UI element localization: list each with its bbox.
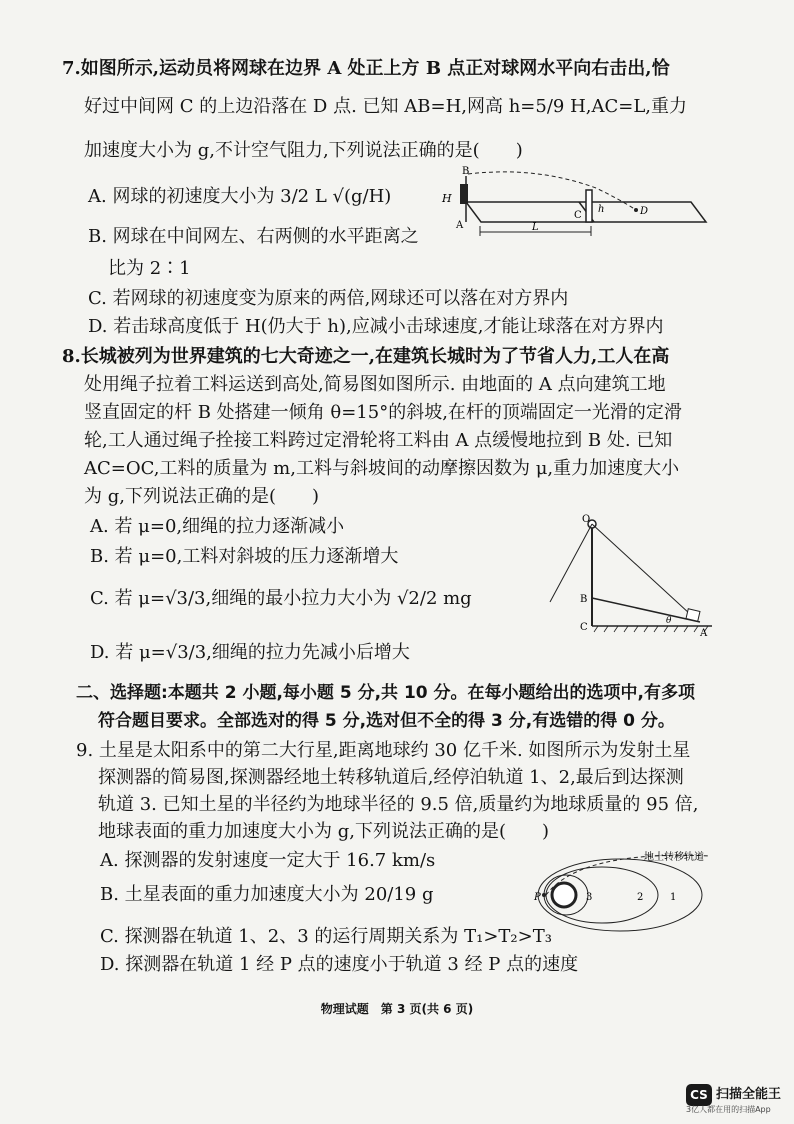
- q8-line-6: 为 g,下列说法正确的是( ): [84, 486, 320, 507]
- q7-option-d: D. 若击球高度低于 H(仍大于 h),应减小击球速度,才能让球落在对方界内: [88, 316, 664, 337]
- q8-fig-label-c: C: [580, 622, 588, 633]
- q9-line-1: 9. 土星是太阳系中的第二大行星,距离地球约 30 亿千米. 如图所示为发射土星: [76, 740, 691, 761]
- q8-slope-figure: [540, 510, 730, 640]
- q8-option-d: D. 若 μ=√3/3,细绳的拉力先减小后增大: [90, 642, 410, 663]
- q9-line-3: 轨道 3. 已知土星的半径约为地球半径的 9.5 倍,质量约为地球质量的 95 倍,: [98, 794, 699, 815]
- q8-line-5: AC=OC,工料的质量为 m,工料与斜坡间的动摩擦因数为 μ,重力加速度大小: [84, 458, 680, 479]
- q8-fig-label-a: A: [700, 628, 708, 639]
- scanner-badge: [686, 1082, 786, 1114]
- q8-option-b: B. 若 μ=0,工料对斜坡的压力逐渐增大: [90, 546, 399, 567]
- q8-line-1: 8.长城被列为世界建筑的七大奇迹之一,在建筑长城时为了节省人力,工人在高: [62, 346, 670, 367]
- q9-fig-label-1: 1: [670, 892, 677, 903]
- q9-option-c: C. 探测器在轨道 1、2、3 的运行周期关系为 T₁>T₂>T₃: [100, 926, 552, 947]
- q8-line-4: 轮,工人通过绳子拴接工料跨过定滑轮将工料由 A 点缓慢地拉到 B 处. 已知: [84, 430, 673, 451]
- q7-option-c: C. 若网球的初速度变为原来的两倍,网球还可以落在对方界内: [88, 288, 569, 309]
- q9-orbit-figure: [520, 840, 770, 950]
- q7-line-3: 加速度大小为 g,不计空气阻力,下列说法正确的是( ): [84, 140, 523, 161]
- section-2-heading: 二、选择题:本题共 2 小题,每小题 5 分,共 10 分。在每小题给出的选项中,有多项: [76, 683, 695, 703]
- q9-line-2: 探测器的简易图,探测器经地土转移轨道后,经停泊轨道 1、2,最后到达探测: [98, 767, 684, 788]
- scanner-app-tagline: 3亿人都在用的扫描App: [686, 1105, 771, 1114]
- q7-fig-label-l: L: [532, 222, 539, 233]
- q7-tennis-figure: [436, 162, 726, 242]
- q7-fig-label-a: A: [456, 220, 464, 231]
- q7-option-b-cont: 比为 2∶1: [108, 258, 191, 279]
- q7-fig-label-b: B: [462, 166, 470, 177]
- q9-fig-label-2: 2: [637, 892, 644, 903]
- scanner-app-name: 扫描全能王: [716, 1087, 782, 1102]
- q9-fig-label-p: P: [534, 892, 541, 903]
- q7-line-1: 7.如图所示,运动员将网球在边界 A 处正上方 B 点正对球网水平向右击出,恰: [62, 58, 670, 79]
- q7-option-b: B. 网球在中间网左、右两侧的水平距离之: [88, 226, 419, 247]
- page-footer: 物理试题 第 3 页(共 6 页): [320, 1002, 474, 1016]
- q8-line-3: 竖直固定的杆 B 处搭建一倾角 θ=15°的斜坡,在杆的顶端固定一光滑的定滑: [84, 402, 682, 423]
- q7-line-2: 好过中间网 C 的上边沿落在 D 点. 已知 AB=H,网高 h=5/9 H,AC=L,重力: [84, 96, 688, 117]
- q9-fig-transfer-label: 地土转移轨道: [644, 852, 704, 863]
- section-2-heading-cont: 符合题目要求。全部选对的得 5 分,选对但不全的得 3 分,有选错的得 0 分。: [98, 711, 675, 731]
- q9-option-d: D. 探测器在轨道 1 经 P 点的速度小于轨道 3 经 P 点的速度: [100, 954, 579, 975]
- q8-line-2: 处用绳子拉着工料运送到高处,简易图如图所示. 由地面的 A 点向建筑工地: [84, 374, 666, 395]
- q8-option-a: A. 若 μ=0,细绳的拉力逐渐减小: [90, 516, 345, 537]
- q8-fig-label-o: O: [582, 514, 591, 525]
- q8-option-c: C. 若 μ=√3/3,细绳的最小拉力大小为 √2/2 mg: [90, 588, 472, 609]
- q7-fig-label-h-small: h: [598, 204, 605, 215]
- q9-fig-label-3: 3: [586, 892, 593, 903]
- q8-fig-label-b: B: [580, 594, 588, 605]
- q7-fig-label-c: C: [574, 210, 582, 221]
- q7-fig-label-h-big: H: [442, 192, 452, 205]
- q7-option-a: A. 网球的初速度大小为 3/2 L √(g/H): [88, 186, 392, 207]
- q9-line-4: 地球表面的重力加速度大小为 g,下列说法正确的是( ): [98, 821, 550, 842]
- q9-option-b: B. 土星表面的重力加速度大小为 20/19 g: [100, 884, 434, 905]
- q8-fig-label-theta: θ: [666, 616, 672, 626]
- q9-option-a: A. 探测器的发射速度一定大于 16.7 km/s: [100, 850, 436, 871]
- scanner-logo-icon: CS: [686, 1084, 712, 1106]
- q7-fig-label-d: D: [640, 206, 649, 217]
